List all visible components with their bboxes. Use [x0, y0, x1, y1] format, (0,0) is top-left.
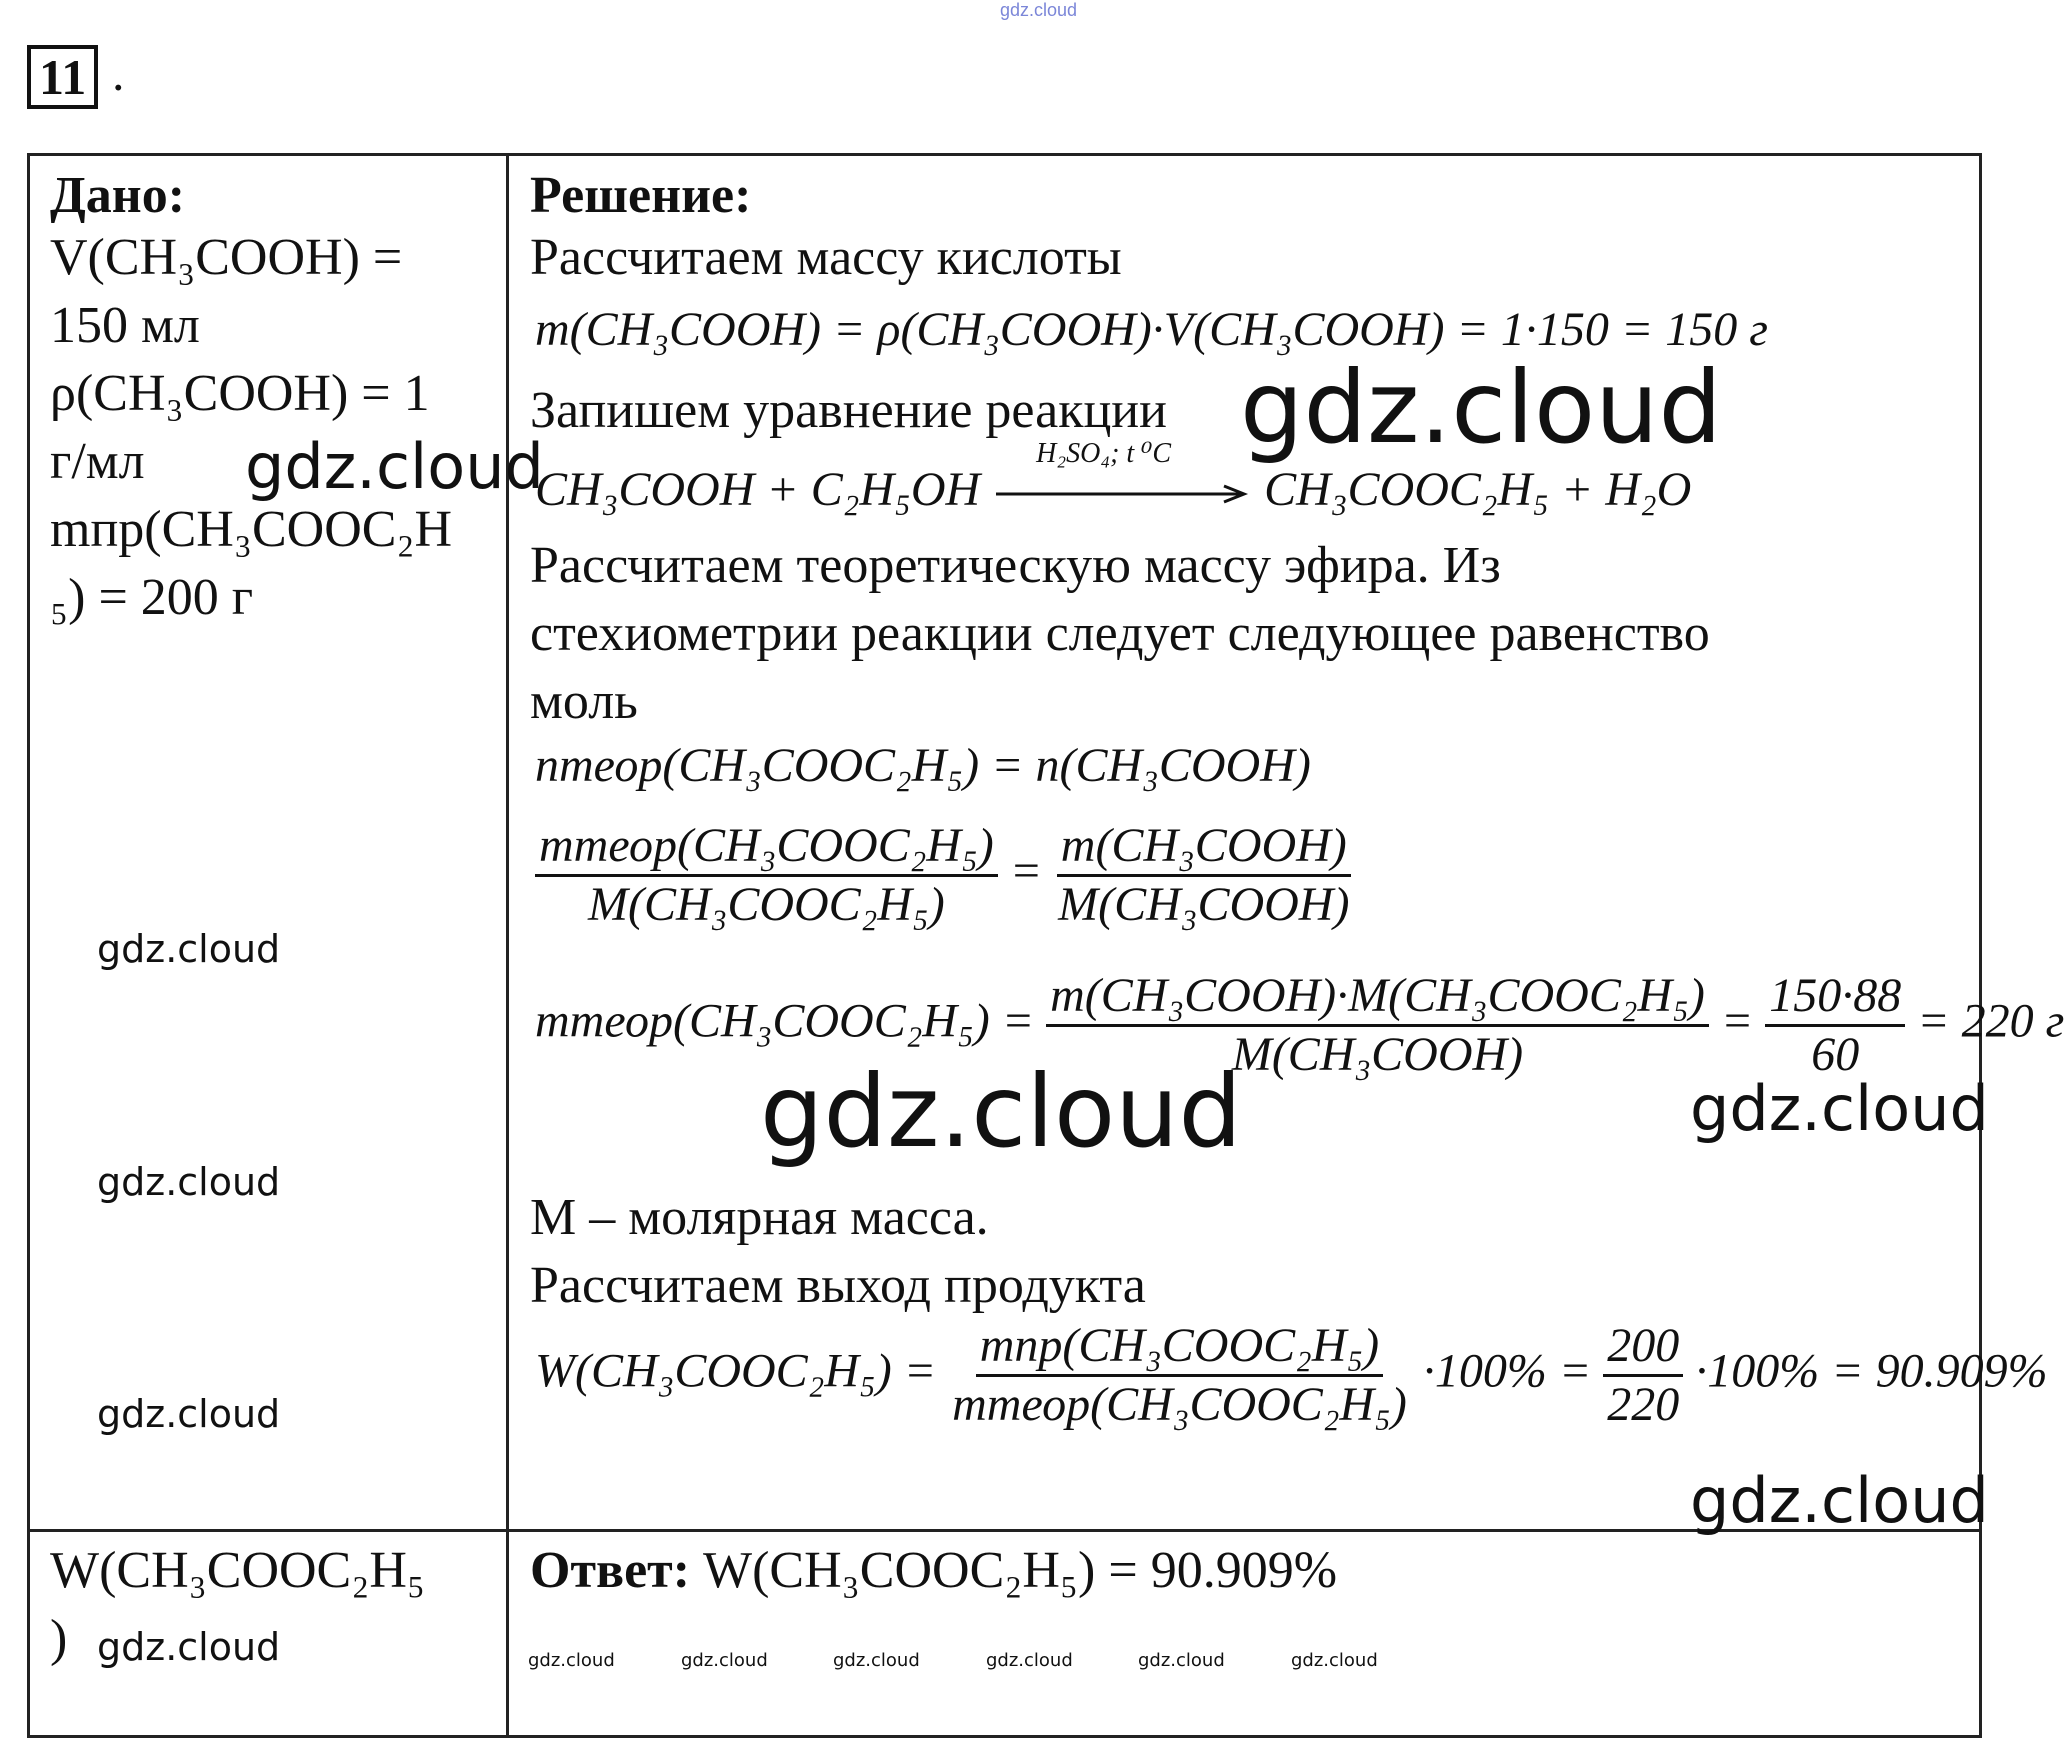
fraction-left	[535, 819, 998, 931]
eq6-fraction	[948, 1319, 1411, 1431]
given-header: Дано:	[50, 167, 186, 224]
fraction-right-denominator: M(CH₃COOH)	[1058, 878, 1350, 931]
answer-text: W(CH₃COOC₂H₅) = 90.909%	[703, 1542, 1338, 1599]
equation-mole-ratio	[535, 819, 1353, 931]
reaction-equation	[535, 437, 1692, 516]
watermark-small-1: gdz.cloud	[97, 927, 281, 971]
table-column-divider	[506, 153, 509, 1738]
watermark-tiny-6: gdz.cloud	[1291, 1650, 1378, 1671]
find-line-1: W(CH₃COOC₂H₅	[50, 1542, 426, 1599]
reaction-right: CH₃COOC₂H₅ + H₂O	[1264, 463, 1692, 516]
molar-mass-definition: M – молярная масса.	[530, 1189, 989, 1246]
solution-header: Решение:	[530, 167, 752, 224]
watermark-tiny-2: gdz.cloud	[681, 1650, 768, 1671]
step-3-line-3: моль	[530, 673, 638, 730]
watermark-large-1: gdz.cloud	[1240, 349, 1723, 466]
watermark-medium-3: gdz.cloud	[1690, 1464, 1989, 1537]
arrow-icon	[992, 484, 1252, 504]
fraction-right	[1054, 819, 1353, 931]
table-middle-border	[27, 1529, 1982, 1532]
equals-sign: =	[1009, 844, 1043, 898]
equation-acid-mass: m(CH₃COOH) = ρ(CH₃COOH)·V(CH₃COOH) = 1·150 = 150 г	[535, 303, 1768, 356]
watermark-tiny-4: gdz.cloud	[986, 1650, 1073, 1671]
eq5-numeric-denominator: 60	[1811, 1028, 1860, 1081]
fraction-left-numerator: mтеор(CH₃COOC₂H₅)	[535, 822, 998, 877]
watermark-small-4: gdz.cloud	[97, 1625, 281, 1669]
eq5-left: mтеор(CH₃COOC₂H₅) =	[535, 994, 1035, 1048]
eq5-numerator: m(CH₃COOH)·M(CH₃COOC₂H₅)	[1046, 972, 1709, 1027]
table-bottom-border	[27, 1735, 1982, 1738]
given-line-3: ρ(CH₃COOH) = 1	[50, 365, 430, 422]
answer-label: Ответ:	[530, 1542, 691, 1599]
watermark-large-2: gdz.cloud	[760, 1053, 1243, 1170]
find-line-2: )	[50, 1610, 68, 1667]
eq6-left: W(CH₃COOC₂H₅) =	[535, 1344, 937, 1398]
eq6-middle: ·100% =	[1422, 1344, 1592, 1398]
eq5-numeric-fraction	[1765, 969, 1905, 1081]
given-line-1: V(CH₃COOH) =	[50, 229, 403, 286]
watermark-top: gdz.cloud	[1000, 0, 1078, 20]
given-line-4: г/мл	[50, 433, 145, 490]
eq5-denominator: M(CH₃COOH)	[1231, 1028, 1524, 1081]
fraction-left-denominator: M(CH₃COOC₂H₅)	[588, 878, 945, 931]
reaction-arrow	[992, 437, 1252, 514]
step-2-text: Запишем уравнение реакции	[530, 382, 1167, 439]
watermark-tiny-3: gdz.cloud	[833, 1650, 920, 1671]
watermark-tiny-5: gdz.cloud	[1138, 1650, 1225, 1671]
equation-yield	[535, 1319, 2048, 1431]
table-left-border	[27, 153, 30, 1738]
eq5-numeric-numerator: 150·88	[1765, 972, 1905, 1027]
table-top-border	[27, 153, 1982, 156]
reaction-left: CH₃COOH + C₂H₅OH	[535, 463, 981, 516]
watermark-tiny-1: gdz.cloud	[528, 1650, 615, 1671]
step-4-text: Рассчитаем выход продукта	[530, 1257, 1146, 1314]
eq5-equals: =	[1720, 994, 1754, 1048]
given-line-6: ₅) = 200 г	[50, 569, 254, 626]
watermark-medium-1: gdz.cloud	[245, 430, 544, 503]
eq6-numeric-numerator: 200	[1603, 1322, 1683, 1377]
eq5-result: = 220 г	[1917, 994, 2065, 1048]
reaction-condition: H₂SO₄; t ⁰C	[1036, 437, 1172, 469]
watermark-small-2: gdz.cloud	[97, 1160, 281, 1204]
equation-moles: nтеор(CH₃COOC₂H₅) = n(CH₃COOH)	[535, 739, 1311, 792]
step-1-text: Рассчитаем массу кислоты	[530, 229, 1122, 286]
fraction-right-numerator: m(CH₃COOH)	[1057, 822, 1351, 877]
eq6-numeric-fraction	[1603, 1319, 1683, 1431]
eq6-numeric-denominator: 220	[1607, 1378, 1680, 1431]
answer-line	[530, 1542, 1338, 1599]
watermark-medium-2: gdz.cloud	[1690, 1072, 1989, 1145]
eq6-denominator: mтеор(CH₃COOC₂H₅)	[952, 1378, 1407, 1431]
step-3-line-2: стехиометрии реакции следует следующее равенство	[530, 605, 1710, 662]
watermark-small-3: gdz.cloud	[97, 1392, 281, 1436]
eq6-result: ·100% = 90.909%	[1695, 1344, 2048, 1398]
problem-number: 11	[27, 45, 98, 109]
given-line-2: 150 мл	[50, 297, 200, 354]
eq6-numerator: mпр(CH₃COOC₂H₅)	[976, 1322, 1383, 1377]
step-3-line-1: Рассчитаем теоретическую массу эфира. Из	[530, 537, 1501, 594]
given-line-5: mпр(CH₃COOC₂H	[50, 501, 453, 558]
problem-number-dot: .	[112, 45, 125, 101]
